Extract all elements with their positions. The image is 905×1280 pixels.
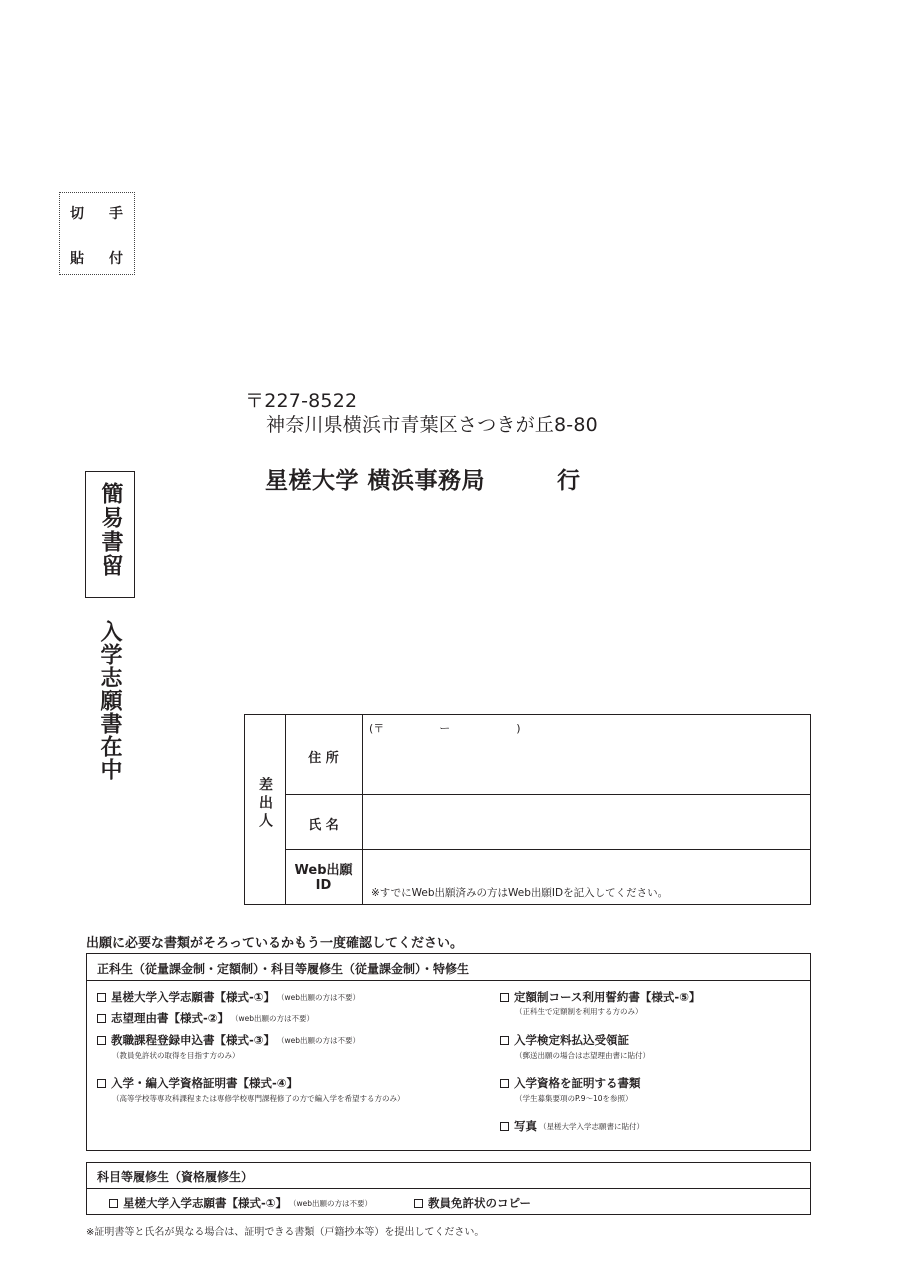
web-id-note: ※すでにWeb出願済みの方はWeb出願IDを記入してください。	[371, 887, 669, 899]
destination-suffix: 行	[557, 468, 581, 494]
stamp-char: 貼	[70, 251, 84, 267]
web-id-label-line2: ID	[315, 878, 332, 893]
name-input[interactable]	[363, 795, 810, 849]
item-small: （web出願の方は不要）	[231, 1013, 315, 1023]
sender-table	[244, 714, 811, 905]
stamp-char: 手	[109, 206, 123, 222]
destination-name: 星槎大学 横浜事務局	[265, 468, 486, 494]
item-label: 写真	[514, 1119, 537, 1133]
item-small: （web出願の方は不要）	[277, 1035, 361, 1045]
web-id-label-line1: Web出願	[294, 863, 353, 878]
name-label: 氏 名	[308, 818, 339, 833]
checklist-item[interactable]	[500, 989, 700, 1005]
checkbox[interactable]	[97, 993, 106, 1002]
footnote: ※証明書等と氏名が異なる場合は、証明できる書類（戸籍抄本等）を提出してください。	[86, 1227, 485, 1238]
checkbox[interactable]	[97, 1079, 106, 1088]
address-postal-placeholder: (〒 ー )	[369, 722, 521, 735]
checkbox[interactable]	[414, 1199, 423, 1208]
item-note: （郵送出願の場合は志望理由書に貼付）	[515, 1051, 650, 1060]
item-label: 入学・編入学資格証明書【様式-④】	[111, 1076, 299, 1090]
checklist-item[interactable]	[97, 1075, 298, 1091]
item-label: 志望理由書【様式-②】	[111, 1011, 230, 1025]
stamp-char: 切	[70, 206, 84, 222]
item-label: 定額制コース利用誓約書【様式-⑤】	[514, 990, 701, 1004]
checklist-item[interactable]	[97, 1032, 360, 1048]
checklist-section2	[86, 1162, 811, 1215]
item-small: （web出願の方は不要）	[289, 1198, 373, 1208]
registered-mail-label: 簡易書留	[98, 482, 123, 578]
checklist-section1	[86, 953, 811, 1151]
address-input[interactable]	[363, 715, 810, 794]
street-address: 神奈川県横浜市青葉区さつきが丘8-80	[266, 414, 598, 436]
item-label: 入学資格を証明する書類	[514, 1076, 641, 1090]
application-enclosed-label: 入学志願書在中	[97, 620, 122, 781]
web-id-label	[285, 863, 362, 893]
item-small: （星槎大学入学志願書に貼付）	[539, 1121, 644, 1131]
checklist-item[interactable]	[97, 989, 360, 1005]
section2-title: 科目等履修生（資格履修生）	[97, 1170, 254, 1184]
checkbox[interactable]	[109, 1199, 118, 1208]
item-label: 星槎大学入学志願書【様式-①】	[123, 1196, 288, 1210]
checklist-item[interactable]	[500, 1075, 641, 1091]
item-note: （高等学校等専攻科課程または専修学校専門課程修了の方で編入学を希望する方のみ）	[112, 1094, 405, 1103]
checklist-item[interactable]	[414, 1195, 531, 1211]
checklist-item[interactable]	[500, 1032, 629, 1048]
section1-title: 正科生（従量課金制・定額制）・科目等履修生（従量課金制）・特修生	[97, 962, 470, 976]
item-label: 教職課程登録申込書【様式-③】	[111, 1033, 276, 1047]
checkbox[interactable]	[97, 1014, 106, 1023]
checkbox[interactable]	[500, 1036, 509, 1045]
item-label: 教員免許状のコピー	[428, 1196, 532, 1210]
item-small: （web出願の方は不要）	[277, 992, 361, 1002]
checkbox[interactable]	[97, 1036, 106, 1045]
checkbox[interactable]	[500, 1122, 509, 1131]
stamp-box	[59, 192, 135, 275]
checklist-item[interactable]	[500, 1118, 644, 1134]
checkbox[interactable]	[500, 1079, 509, 1088]
address-label: 住 所	[308, 751, 339, 766]
checkbox[interactable]	[500, 993, 509, 1002]
item-label: 星槎大学入学志願書【様式-①】	[111, 990, 276, 1004]
item-note: （学生募集要項のP.9〜10を参照）	[515, 1094, 633, 1103]
postal-code: 〒227-8522	[245, 390, 358, 412]
item-label: 入学検定料払込受領証	[514, 1033, 629, 1047]
stamp-char: 付	[109, 251, 123, 267]
item-note: （正科生で定額制を利用する方のみ）	[515, 1007, 643, 1016]
checklist-heading: 出願に必要な書類がそろっているかもう一度確認してください。	[86, 936, 464, 951]
registered-mail-box	[85, 471, 135, 598]
item-note: （教員免許状の取得を目指す方のみ）	[112, 1051, 240, 1060]
sender-side-label: 差出人	[257, 777, 273, 831]
checklist-item[interactable]	[109, 1195, 372, 1211]
checklist-item[interactable]	[97, 1010, 314, 1026]
